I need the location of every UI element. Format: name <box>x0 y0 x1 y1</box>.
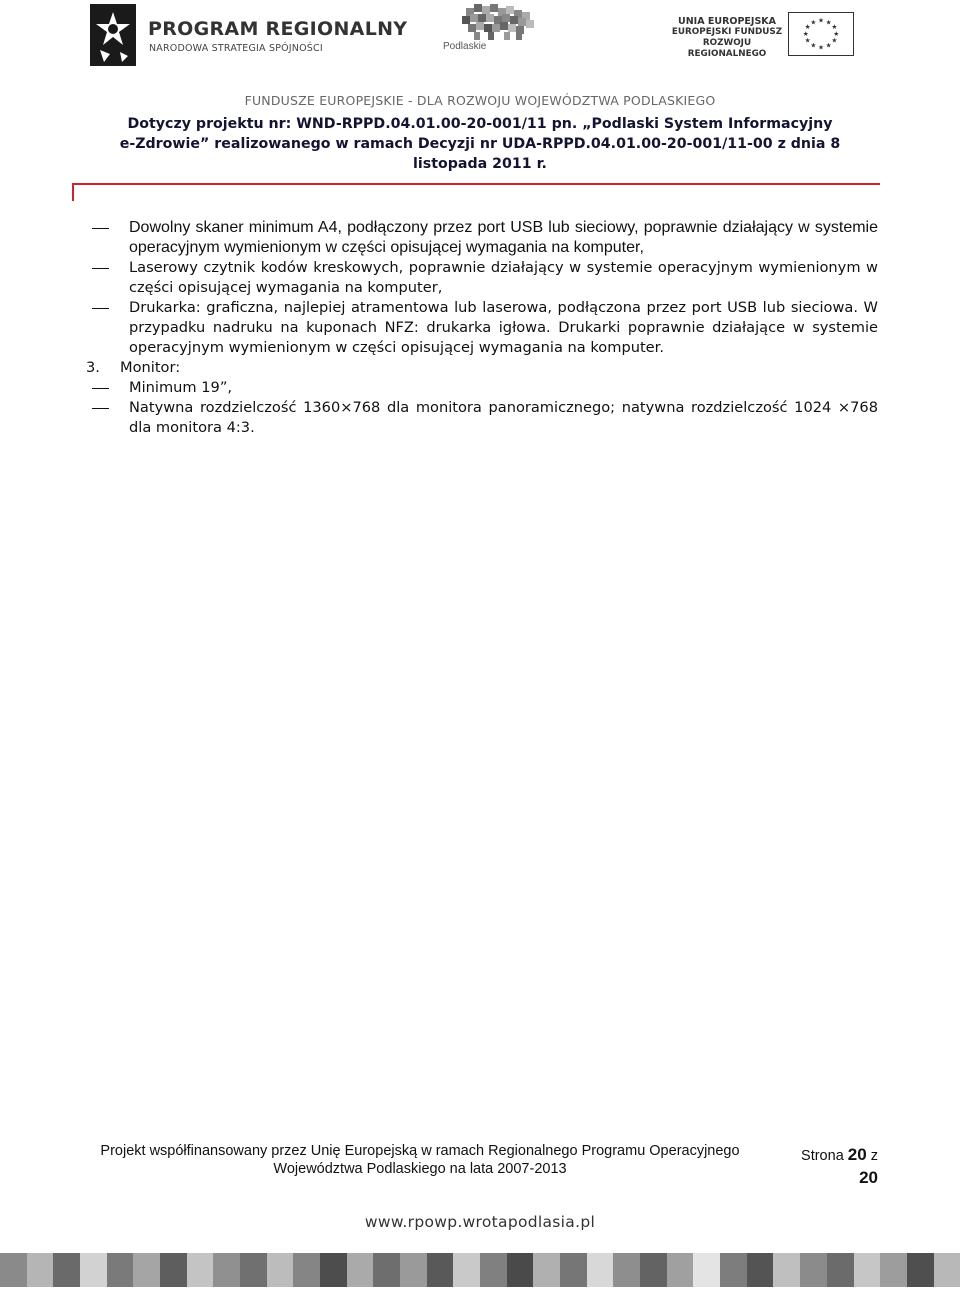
list-item <box>82 398 878 438</box>
project-title-line-2: e-Zdrowie” realizowanego w ramach Decyzji nr UDA-RPPD.04.01.00-20-001/11-00 z dnia 8 <box>119 136 841 152</box>
list-item-text: Minimum 19”, <box>129 379 233 396</box>
svg-text:★: ★ <box>831 36 838 45</box>
stripe-block <box>880 1253 907 1287</box>
stripe-block <box>480 1253 507 1287</box>
section-heading <box>82 358 878 378</box>
svg-text:★: ★ <box>833 29 840 38</box>
stripe-block <box>453 1253 480 1287</box>
list-item-text: Dowolny skaner minimum A4, podłączony przez port USB lub sieciowy, poprawnie działający w systemie operacyjnym wymienionym w części opisującej wymagania na komputer, <box>129 219 878 256</box>
project-title <box>100 114 860 174</box>
stripe-block <box>533 1253 560 1287</box>
eu-line-3: ROZWOJU REGIONALNEGO <box>687 38 767 59</box>
footer-project-note <box>90 1142 750 1178</box>
svg-text:★: ★ <box>825 41 832 50</box>
section-number: 3. <box>86 359 100 376</box>
list-item <box>82 258 878 298</box>
list-item-text: Natywna rozdzielczość 1360×768 dla monitora panoramicznego; natywna rozdzielczość 1024 ×768 dla monitora 4:3. <box>129 399 878 436</box>
eu-line-1: UNIA EUROPEJSKA <box>678 16 776 27</box>
stripe-block <box>240 1253 267 1287</box>
project-title-line-1: Dotyczy projektu nr: WND-RPPD.04.01.00-20-001/11 pn. „Podlaski System Informacyjny <box>127 116 833 132</box>
dash-bullet <box>92 408 109 409</box>
dash-bullet <box>92 268 109 269</box>
program-subtitle: NARODOWA STRATEGIA SPÓJNOŚCI <box>149 43 323 54</box>
svg-text:★: ★ <box>810 18 817 27</box>
footer-line-2: Województwa Podlaskiego na lata 2007-2013 <box>273 1161 567 1177</box>
svg-text:★: ★ <box>831 23 838 32</box>
stripe-block <box>293 1253 320 1287</box>
section-title: Monitor: <box>120 359 181 376</box>
stripe-block <box>720 1253 747 1287</box>
document-body <box>82 218 878 438</box>
stripe-block <box>320 1253 347 1287</box>
stripe-block <box>907 1253 934 1287</box>
svg-text:★: ★ <box>804 23 811 32</box>
svg-text:★: ★ <box>804 36 811 45</box>
dash-bullet <box>92 388 109 389</box>
stripe-block <box>934 1253 960 1287</box>
stripe-block <box>667 1253 694 1287</box>
eu-fund-text <box>668 16 786 60</box>
page-current: 20 <box>847 1145 867 1164</box>
stripe-block <box>267 1253 294 1287</box>
stripe-block <box>347 1253 374 1287</box>
dash-bullet <box>92 228 109 229</box>
stripe-block <box>640 1253 667 1287</box>
svg-text:★: ★ <box>825 18 832 27</box>
list-item <box>82 218 878 258</box>
project-title-line-3: listopada 2011 r. <box>413 156 547 172</box>
eu-line-2: EUROPEJSKI FUNDUSZ <box>671 27 783 37</box>
page-label: Strona <box>801 1148 844 1164</box>
footer-pixel-stripe <box>0 1253 960 1287</box>
stripe-block <box>773 1253 800 1287</box>
list-item <box>82 298 878 358</box>
header-rule <box>72 183 880 185</box>
list-item-text: Drukarka: graficzna, najlepiej atramentowa lub laserowa, podłączona przez port USB lub sieciowa. W przypadku nadruku na kuponach NFZ: drukarka igłowa. Drukarki poprawnie działające w systemie operacyjnym wymienionym w części opisującej wymagania na komputer. <box>129 299 878 356</box>
program-title: PROGRAM REGIONALNY <box>148 18 408 40</box>
header-rule-corner <box>72 183 74 201</box>
footer-line-1: Projekt współfinansowany przez Unię Europejską w ramach Regionalnego Programu Operacyjnego <box>100 1143 740 1159</box>
stripe-block <box>507 1253 534 1287</box>
region-label: Podlaskie <box>443 41 487 52</box>
stripe-block <box>0 1253 27 1287</box>
stripe-block <box>213 1253 240 1287</box>
svg-text:★: ★ <box>802 29 809 38</box>
svg-text:★: ★ <box>818 16 824 25</box>
svg-text:★: ★ <box>818 43 824 52</box>
stripe-block <box>53 1253 80 1287</box>
stripe-block <box>80 1253 107 1287</box>
stripe-block <box>107 1253 134 1287</box>
list-item <box>82 378 878 398</box>
stripe-block <box>747 1253 774 1287</box>
stripe-block <box>587 1253 614 1287</box>
page-number <box>772 1144 878 1190</box>
stripe-block <box>854 1253 881 1287</box>
star-logo-icon <box>90 4 136 66</box>
footer-url: www.rpowp.wrotapodlasia.pl <box>364 1213 596 1231</box>
dash-bullet <box>92 308 109 309</box>
stripe-block <box>373 1253 400 1287</box>
svg-text:★: ★ <box>810 41 817 50</box>
stripe-block <box>400 1253 427 1287</box>
funds-tagline: FUNDUSZE EUROPEJSKIE - DLA ROZWOJU WOJEWÓDZTWA PODLASKIEGO <box>244 93 716 108</box>
stripe-block <box>427 1253 454 1287</box>
stripe-block <box>613 1253 640 1287</box>
stripe-block <box>560 1253 587 1287</box>
eu-flag-icon <box>788 12 854 56</box>
stripe-block <box>160 1253 187 1287</box>
stripe-block <box>187 1253 214 1287</box>
stripe-block <box>693 1253 720 1287</box>
stripe-block <box>27 1253 54 1287</box>
page-total: 20 <box>859 1168 878 1187</box>
stripe-block <box>133 1253 160 1287</box>
page-of: z <box>870 1148 878 1164</box>
stripe-block <box>800 1253 827 1287</box>
stripe-block <box>827 1253 854 1287</box>
list-item-text: Laserowy czytnik kodów kreskowych, poprawnie działający w systemie operacyjnym wymienionym w części opisującej wymagania na komputer, <box>129 259 878 296</box>
program-regionalny-logo <box>90 4 408 66</box>
